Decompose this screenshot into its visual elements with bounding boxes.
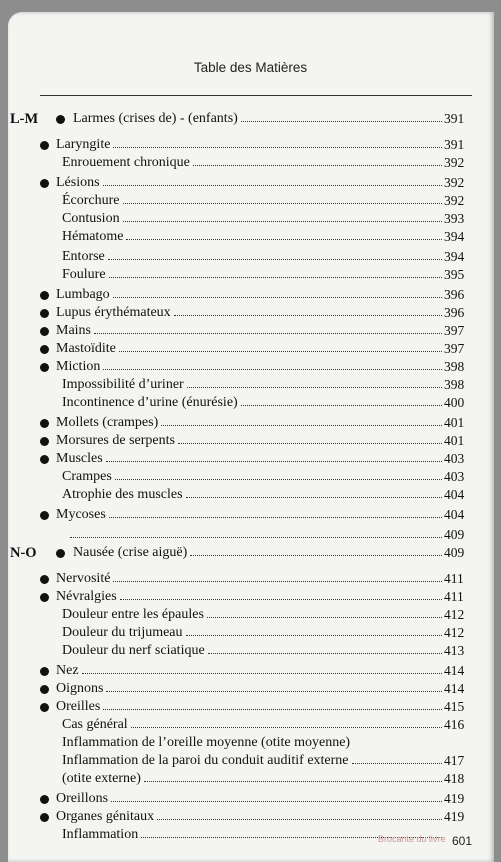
entry-label: Lésions xyxy=(56,175,100,190)
dot-leader xyxy=(241,405,442,406)
bullet-icon xyxy=(40,455,49,464)
bullet-icon xyxy=(40,511,49,520)
entry-label: Organes génitaux xyxy=(56,809,155,824)
entry-label: Mains xyxy=(56,323,91,338)
toc-entry xyxy=(0,154,501,172)
entry-label: Laryngite xyxy=(56,137,111,152)
bullet-icon xyxy=(56,115,65,124)
dot-leader xyxy=(103,185,442,186)
entry-label: Contusion xyxy=(62,211,120,226)
entry-page-number: 391 xyxy=(444,137,465,152)
dot-leader xyxy=(190,555,442,556)
entry-page-number: 413 xyxy=(444,643,465,658)
toc-entry xyxy=(0,376,501,394)
dot-leader xyxy=(186,635,442,636)
entry-page-number: 396 xyxy=(444,305,465,320)
bullet-icon xyxy=(56,549,65,558)
section-letters: N-O xyxy=(10,545,37,561)
entry-page-number: 396 xyxy=(444,287,465,302)
toc-entry xyxy=(0,808,501,826)
dot-leader xyxy=(123,221,442,222)
toc-entry xyxy=(0,752,501,770)
entry-page-number: 397 xyxy=(444,323,465,338)
dot-leader xyxy=(82,673,442,674)
entry-page-number: 398 xyxy=(444,377,465,392)
bullet-icon xyxy=(40,685,49,694)
toc-entry xyxy=(0,527,501,562)
entry-label: Douleur entre les épaules xyxy=(62,607,204,622)
bullet-icon xyxy=(40,309,49,318)
entry-page-number: 412 xyxy=(444,607,465,622)
entry-page-number: 411 xyxy=(444,571,464,586)
entry-page-number: 392 xyxy=(444,193,465,208)
entry-page-number: 400 xyxy=(444,395,465,410)
entry-label: Incontinence d’urine (énurésie) xyxy=(62,395,238,410)
entry-label: Nervosité xyxy=(56,571,111,586)
bullet-icon xyxy=(40,141,49,150)
entry-page-number: 403 xyxy=(444,469,465,484)
bullet-icon xyxy=(40,813,49,822)
dot-leader xyxy=(108,259,442,260)
toc-entry xyxy=(0,136,501,154)
toc-entry xyxy=(0,680,501,698)
dot-leader xyxy=(174,315,442,316)
toc-entry xyxy=(0,414,501,432)
dot-leader xyxy=(103,369,442,370)
entry-page-number: 416 xyxy=(444,717,465,732)
entry-page-number: 419 xyxy=(444,809,465,824)
entry-label: Impossibilité d’uriner xyxy=(62,377,184,392)
entry-label: Névralgies xyxy=(56,589,117,604)
watermark-text: Brocante du livre xyxy=(378,834,446,844)
dot-leader xyxy=(115,479,442,480)
toc-entry xyxy=(0,358,501,376)
toc-entry xyxy=(0,716,501,734)
dot-leader xyxy=(241,121,442,122)
entry-label: Oreillons xyxy=(56,791,109,806)
entry-label: Crampes xyxy=(62,469,112,484)
entry-label: Lupus érythémateux xyxy=(56,305,171,320)
toc-entry xyxy=(0,266,501,284)
bullet-icon xyxy=(40,327,49,336)
dot-leader xyxy=(144,781,442,782)
dot-leader xyxy=(207,617,442,618)
entry-page-number: 401 xyxy=(444,433,465,448)
toc-entry xyxy=(0,770,501,788)
toc-entry xyxy=(0,228,501,246)
entry-page-number: 392 xyxy=(444,155,465,170)
bullet-icon xyxy=(40,575,49,584)
entry-page-number: 391 xyxy=(444,111,465,126)
entry-page-number: 417 xyxy=(444,753,465,768)
entry-label: Entorse xyxy=(62,249,105,264)
page-number: 601 xyxy=(452,834,473,848)
bullet-icon xyxy=(40,667,49,676)
entry-page-number: 412 xyxy=(444,625,465,640)
bullet-icon xyxy=(40,419,49,428)
entry-label: Nausée (crise aiguë) xyxy=(73,545,188,560)
toc-entry xyxy=(0,486,501,504)
entry-label: Muscles xyxy=(56,451,103,466)
entry-page-number: 404 xyxy=(444,487,465,502)
entry-page-number: 414 xyxy=(444,681,465,696)
toc-entry xyxy=(0,468,501,486)
entry-page-number: 404 xyxy=(444,507,465,522)
toc-entry xyxy=(0,322,501,340)
toc-entry xyxy=(0,506,501,524)
bullet-icon xyxy=(40,363,49,372)
entry-label: Morsures de serpents xyxy=(56,433,175,448)
bullet-icon xyxy=(40,291,49,300)
entry-label: Atrophie des muscles xyxy=(62,487,183,502)
entry-label: Enrouement chronique xyxy=(62,155,190,170)
toc-entry xyxy=(0,304,501,322)
dot-leader xyxy=(70,537,442,538)
entry-label: Miction xyxy=(56,359,101,374)
entry-label: Mollets (crampes) xyxy=(56,415,159,430)
entry-label: Inflammation xyxy=(62,827,139,842)
entry-page-number: 398 xyxy=(444,359,465,374)
dot-leader xyxy=(113,581,442,582)
bullet-icon xyxy=(40,795,49,804)
dot-leader xyxy=(109,277,442,278)
entry-page-number: 403 xyxy=(444,451,465,466)
entry-page-number: 395 xyxy=(444,267,465,282)
entry-label: Mastoïdite xyxy=(56,341,116,356)
entry-page-number: 419 xyxy=(444,791,465,806)
toc-entry xyxy=(0,662,501,680)
entry-page-number: 394 xyxy=(444,249,465,264)
dot-leader xyxy=(178,443,442,444)
toc-entry xyxy=(0,340,501,358)
page-title: Table des Matières xyxy=(193,60,308,75)
dot-leader xyxy=(113,147,442,148)
entry-page-number: 414 xyxy=(444,663,465,678)
dot-leader xyxy=(193,165,442,166)
entry-label: Oreilles xyxy=(56,699,101,714)
dot-leader xyxy=(103,709,442,710)
entry-label: Douleur du nerf sciatique xyxy=(62,643,205,658)
entry-label: (otite externe) xyxy=(62,771,141,786)
dot-leader xyxy=(109,517,442,518)
entry-page-number: 394 xyxy=(444,229,465,244)
toc-entry xyxy=(0,642,501,660)
entry-label: Mycoses xyxy=(56,507,106,522)
toc-entry xyxy=(0,624,501,642)
dot-leader xyxy=(106,461,442,462)
dot-leader xyxy=(123,203,442,204)
toc-entry xyxy=(0,588,501,606)
dot-leader xyxy=(131,727,442,728)
entry-label: Foulure xyxy=(62,267,106,282)
bullet-icon xyxy=(40,437,49,446)
section-page-number: 409 xyxy=(444,527,465,542)
dot-leader xyxy=(106,691,442,692)
entry-page-number: 415 xyxy=(444,699,465,714)
entry-page-number: 397 xyxy=(444,341,465,356)
toc-entry xyxy=(0,192,501,210)
toc-entry xyxy=(0,432,501,450)
toc-entry xyxy=(0,394,501,412)
entry-label: Oignons xyxy=(56,681,104,696)
toc-entry xyxy=(0,698,501,716)
toc-entry xyxy=(0,286,501,304)
toc-entry xyxy=(0,570,501,588)
toc-entry xyxy=(0,210,501,228)
entry-label: Écorchure xyxy=(62,193,120,208)
entry-label: Inflammation de la paroi du conduit auditif externe xyxy=(62,753,349,768)
dot-leader xyxy=(119,351,442,352)
entry-label: Nez xyxy=(56,663,79,678)
bullet-icon xyxy=(40,179,49,188)
section-letters: L-M xyxy=(10,111,39,127)
entry-page-number: 409 xyxy=(444,545,465,560)
entry-label: Douleur du trijumeau xyxy=(62,625,183,640)
entry-page-number: 401 xyxy=(444,415,465,430)
dot-leader xyxy=(186,497,442,498)
toc-entry xyxy=(0,248,501,266)
entry-page-number: 393 xyxy=(444,211,465,226)
entry-label: Cas général xyxy=(62,717,128,732)
entry-label: Lumbago xyxy=(56,287,110,302)
dot-leader xyxy=(111,801,442,802)
dot-leader xyxy=(126,239,442,240)
bullet-icon xyxy=(40,345,49,354)
toc-entry xyxy=(0,110,501,128)
dot-leader xyxy=(352,763,442,764)
toc-entry xyxy=(0,174,501,192)
entry-page-number: 392 xyxy=(444,175,465,190)
dot-leader xyxy=(120,599,442,600)
entry-page-number: 418 xyxy=(444,771,465,786)
bullet-icon xyxy=(40,593,49,602)
toc-entry xyxy=(0,450,501,468)
toc-entry xyxy=(0,734,501,752)
dot-leader xyxy=(157,819,442,820)
dot-leader xyxy=(113,297,442,298)
dot-leader xyxy=(187,387,442,388)
dot-leader xyxy=(208,653,442,654)
entry-label: Hématome xyxy=(62,229,124,244)
toc-entry xyxy=(0,606,501,624)
entry-label: Inflammation de l’oreille moyenne (otite moyenne) xyxy=(62,735,351,750)
entry-label: Larmes (crises de) - (enfants) xyxy=(73,111,238,126)
entry-page-number: 411 xyxy=(444,589,464,604)
dot-leader xyxy=(94,333,442,334)
dot-leader xyxy=(161,425,442,426)
toc-entry xyxy=(0,790,501,808)
bullet-icon xyxy=(40,703,49,712)
